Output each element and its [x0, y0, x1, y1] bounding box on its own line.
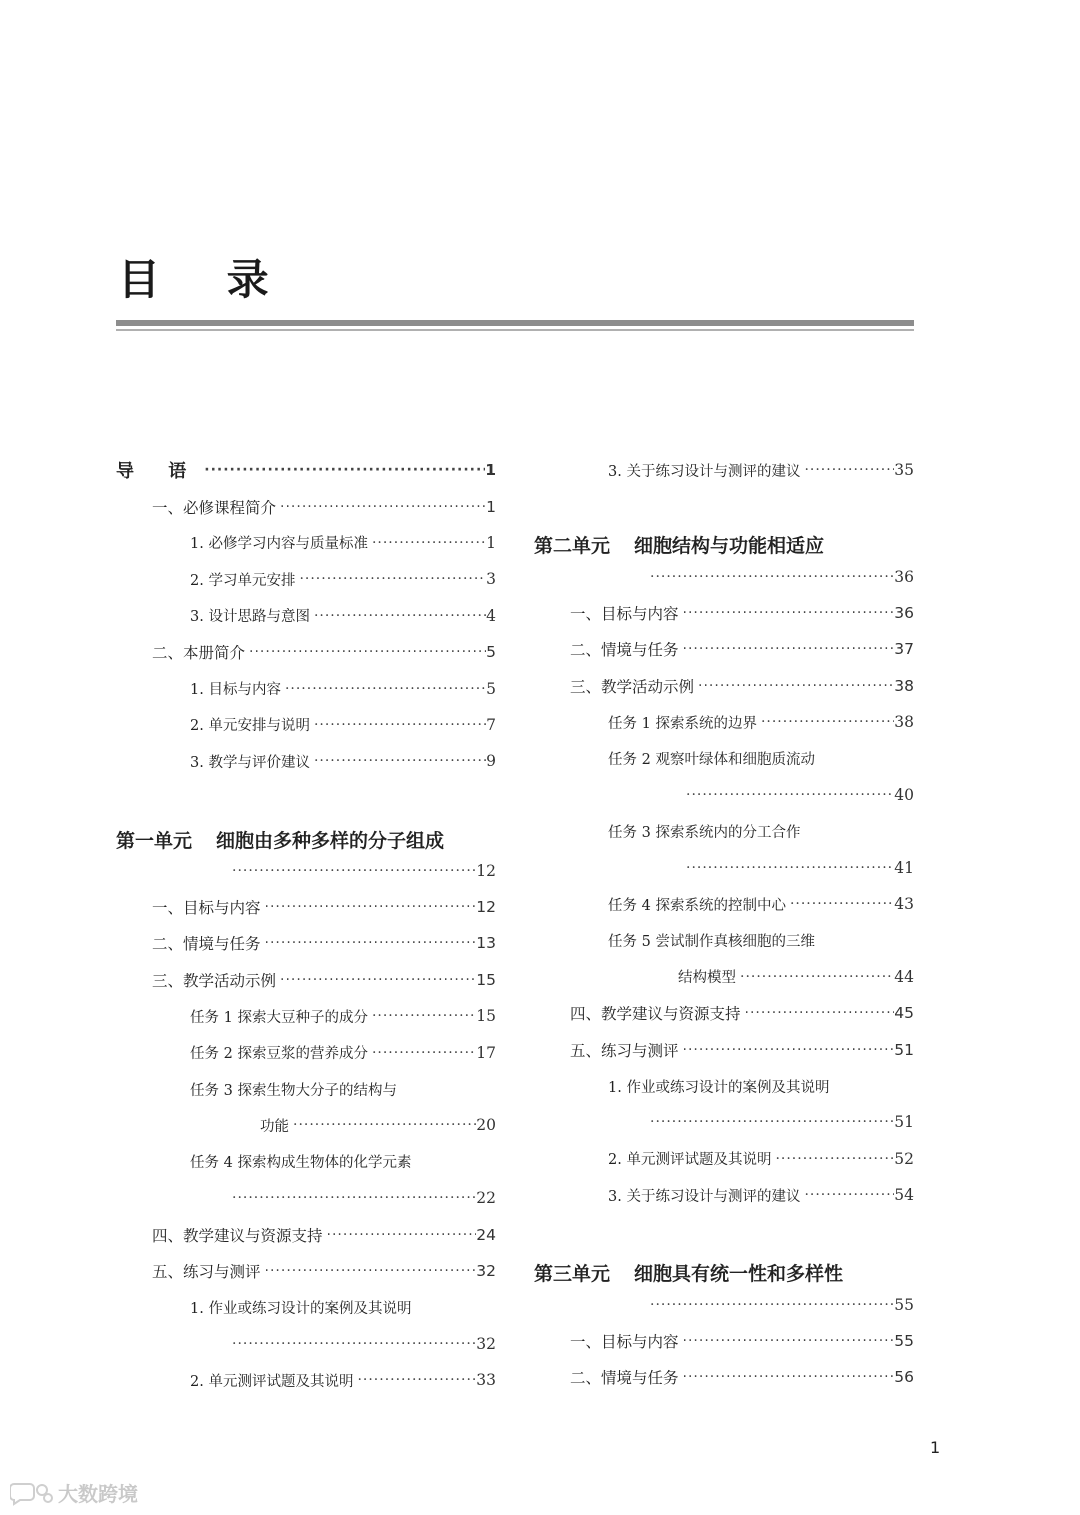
entry-label: 2. 单元测评试题及其说明	[190, 1373, 354, 1390]
entry-label: 任务 5 尝试制作真核细胞的三维	[608, 933, 815, 950]
entry-page: 41	[894, 858, 914, 877]
toc-entry[interactable]	[116, 525, 496, 561]
entry-page: 22	[476, 1189, 496, 1208]
entry-page: 36	[894, 567, 914, 586]
entry-page: 13	[476, 934, 496, 953]
entry-label: 一、必修课程简介	[152, 498, 277, 517]
entry-label: 任务 2 观察叶绿体和细胞质流动	[608, 752, 815, 769]
leader-dots	[679, 641, 895, 657]
toc-entry[interactable]	[534, 452, 914, 488]
entry-label: 任务 4 探索构成生物体的化学元素	[190, 1155, 412, 1172]
page-number: 1	[930, 1438, 941, 1457]
leader-dots	[310, 753, 486, 769]
toc-entry[interactable]	[534, 1031, 914, 1067]
toc-entry[interactable]	[534, 1359, 914, 1395]
entry-label: 任务 3 探索生物大分子的结构与	[190, 1082, 397, 1099]
leader-dots	[310, 717, 486, 733]
leader-dots	[228, 1336, 476, 1352]
toc-entry[interactable]	[116, 1289, 496, 1325]
entry-page: 12	[476, 861, 496, 880]
toc-entry-continuation[interactable]	[116, 1180, 496, 1216]
entry-page: 51	[894, 1113, 914, 1132]
entry-page: 32	[476, 1262, 496, 1280]
leader-dots	[646, 1114, 894, 1130]
entry-label: 任务 1 探索系统的边界	[608, 715, 757, 732]
unit-number: 第二单元	[534, 535, 611, 558]
entry-label: 功能	[260, 1118, 289, 1135]
entry-label: 二、情境与任务	[152, 935, 261, 954]
leader-dots	[736, 969, 894, 985]
entry-page: 55	[894, 1295, 914, 1314]
leader-dots	[228, 1190, 476, 1206]
entry-label: 3. 教学与评价建议	[190, 754, 310, 771]
entry-page: 37	[894, 640, 914, 659]
page-title: 目 录	[118, 255, 295, 304]
toc-entry[interactable]	[116, 1071, 496, 1107]
entry-page: 20	[476, 1116, 496, 1135]
toc-entry[interactable]	[116, 962, 496, 998]
entry-label: 五、练习与测评	[152, 1263, 261, 1281]
entry-page: 38	[894, 676, 914, 695]
entry-label: 任务 4 探索系统的控制中心	[608, 897, 786, 914]
entry-page: 5	[486, 643, 496, 662]
entry-label: 3. 关于练习设计与测评的建议	[608, 463, 801, 480]
toc-entry[interactable]	[116, 925, 496, 961]
toc-entry[interactable]	[116, 1253, 496, 1289]
toc-entry[interactable]	[116, 488, 496, 524]
leader-dots	[289, 1117, 476, 1133]
leader-dots	[741, 1005, 895, 1021]
entry-label: 1. 目标与内容	[190, 682, 281, 699]
leader-dots	[682, 860, 894, 876]
entry-page: 12	[476, 898, 496, 917]
entry-page: 40	[894, 785, 914, 804]
leader-dots	[281, 681, 486, 697]
leader-dots	[368, 535, 486, 551]
toc-left-column	[116, 452, 496, 1398]
entry-page: 24	[476, 1225, 496, 1244]
leader-dots	[646, 1297, 894, 1313]
toc-entry-continuation[interactable]	[534, 959, 914, 995]
leader-dots	[276, 972, 476, 988]
leader-dots	[679, 1333, 895, 1349]
entry-label: 三、教学活动示例	[570, 677, 695, 696]
leader-dots	[682, 787, 894, 803]
leader-dots	[353, 1372, 476, 1388]
toc-entry[interactable]	[534, 704, 914, 740]
toc-entry-continuation[interactable]	[534, 558, 914, 594]
leader-dots	[228, 863, 476, 879]
entry-page: 1	[486, 497, 496, 516]
toc-entry[interactable]	[116, 1034, 496, 1070]
entry-page: 44	[894, 967, 914, 986]
toc-entry-continuation[interactable]	[116, 1326, 496, 1362]
toc-entry[interactable]	[534, 922, 914, 958]
toc-entry[interactable]	[116, 1216, 496, 1252]
toc-entry[interactable]	[116, 598, 496, 634]
leader-dots	[261, 899, 477, 915]
leader-dots	[310, 608, 486, 624]
unit-title: 细胞结构与功能相适应	[634, 535, 825, 558]
toc-entry[interactable]	[116, 889, 496, 925]
leader-dots	[323, 1227, 477, 1243]
entry-page: 1	[485, 461, 496, 480]
entry-label: 2. 单元测评试题及其说明	[608, 1152, 772, 1169]
toc-entry[interactable]	[534, 631, 914, 667]
spacer	[534, 488, 914, 506]
entry-page: 55	[894, 1332, 914, 1350]
entry-page: 45	[894, 1004, 914, 1023]
entry-page: 51	[894, 1040, 914, 1059]
entry-label: 二、本册简介	[152, 644, 246, 663]
leader-dots	[679, 1042, 895, 1058]
leader-dots	[757, 714, 894, 730]
entry-page: 9	[486, 752, 496, 771]
toc-entry[interactable]	[534, 813, 914, 849]
entry-label: 2. 学习单元安排	[190, 572, 296, 589]
entry-page: 5	[486, 679, 496, 698]
entry-label: 三、教学活动示例	[152, 971, 277, 990]
entry-label: 3. 关于练习设计与测评的建议	[608, 1188, 801, 1205]
leader-dots	[679, 605, 895, 621]
entry-label: 3. 设计思路与意图	[190, 609, 310, 626]
entry-label: 导 语	[116, 461, 201, 483]
entry-page: 43	[894, 895, 914, 914]
toc-entry[interactable]	[116, 670, 496, 706]
watermark	[10, 1478, 138, 1507]
entry-label: 一、目标与内容	[570, 1333, 679, 1351]
toc-entry[interactable]	[534, 1323, 914, 1359]
leader-dots	[245, 644, 486, 660]
toc-unit-heading[interactable]	[116, 801, 496, 853]
toc-right-column	[534, 452, 914, 1396]
title-rule-thin	[116, 329, 914, 331]
toc-entry[interactable]	[534, 995, 914, 1031]
entry-label: 五、练习与测评	[570, 1041, 679, 1060]
entry-page: 52	[894, 1149, 914, 1168]
toc-entry[interactable]	[116, 1362, 496, 1398]
entry-label: 2. 单元安排与说明	[190, 718, 310, 735]
leader-dots	[771, 1151, 894, 1167]
unit-number: 第一单元	[116, 829, 193, 852]
toc-unit-heading[interactable]	[534, 506, 914, 558]
leader-dots	[679, 1369, 895, 1385]
unit-title: 细胞由多种多样的分子组成	[216, 829, 445, 852]
entry-page: 35	[894, 461, 914, 480]
entry-label: 二、情境与任务	[570, 1369, 679, 1388]
entry-page: 3	[486, 570, 496, 589]
entry-page: 17	[476, 1043, 496, 1062]
toc-entry[interactable]	[534, 886, 914, 922]
leader-dots	[276, 499, 486, 515]
entry-label: 一、目标与内容	[570, 604, 679, 623]
entry-label: 四、教学建议与资源支持	[152, 1226, 323, 1245]
toc-entry[interactable]	[534, 1068, 914, 1104]
toc-entry[interactable]	[116, 1144, 496, 1180]
unit-number: 第三单元	[534, 1263, 611, 1286]
entry-label: 二、情境与任务	[570, 641, 679, 660]
entry-page: 36	[894, 603, 914, 622]
toc-entry[interactable]	[534, 668, 914, 704]
entry-label: 1. 作业或练习设计的案例及其说明	[608, 1079, 830, 1096]
leader-dots	[261, 1263, 477, 1279]
toc-entry-continuation[interactable]	[534, 1104, 914, 1140]
toc-entry[interactable]	[116, 743, 496, 779]
entry-page: 56	[894, 1368, 914, 1387]
entry-label: 任务 1 探索大豆种子的成分	[190, 1009, 368, 1026]
entry-page: 32	[476, 1334, 496, 1353]
leader-dots	[368, 1045, 476, 1061]
entry-page: 15	[476, 970, 496, 989]
entry-label: 任务 3 探索系统内的分工合作	[608, 824, 801, 841]
watermark-text: 大数跨境	[58, 1482, 138, 1506]
entry-page: 7	[486, 715, 496, 734]
spacer	[116, 780, 496, 801]
leader-dots	[368, 1008, 476, 1024]
entry-label: 任务 2 探索豆浆的营养成分	[190, 1046, 368, 1063]
toc-entry[interactable]	[534, 595, 914, 631]
leader-dots	[800, 462, 894, 478]
entry-page: 38	[894, 713, 914, 732]
leader-dots	[200, 462, 485, 478]
leader-dots	[646, 569, 894, 585]
entry-page: 33	[476, 1371, 496, 1390]
entry-label: 一、目标与内容	[152, 899, 261, 918]
entry-page: 1	[486, 533, 496, 552]
toc-entry[interactable]	[116, 634, 496, 670]
leader-dots	[295, 571, 486, 587]
entry-page: 4	[486, 606, 496, 625]
toc-entry-continuation[interactable]	[116, 1107, 496, 1143]
entry-label: 1. 作业或练习设计的案例及其说明	[190, 1300, 412, 1317]
toc-unit-heading[interactable]	[534, 1234, 914, 1286]
toc-entry[interactable]	[116, 561, 496, 597]
toc-entry[interactable]	[116, 998, 496, 1034]
toc-entry[interactable]	[534, 740, 914, 776]
leader-dots	[694, 678, 894, 694]
toc-entry-continuation[interactable]	[534, 777, 914, 813]
entry-page: 15	[476, 1007, 496, 1026]
unit-title: 细胞具有统一性和多样性	[634, 1263, 844, 1286]
toc-entry-continuation[interactable]	[116, 853, 496, 889]
toc-entry-continuation[interactable]	[534, 850, 914, 886]
title-rule-thick	[116, 320, 914, 326]
chat-bubble-logo-icon	[10, 1480, 54, 1506]
leader-dots	[261, 935, 477, 951]
toc-entry[interactable]	[534, 1141, 914, 1177]
toc-entry-intro[interactable]	[116, 452, 496, 488]
entry-page: 54	[894, 1186, 914, 1205]
spacer	[534, 1213, 914, 1234]
toc-entry[interactable]	[116, 707, 496, 743]
entry-label: 结构模型	[678, 970, 736, 987]
toc-entry[interactable]	[534, 1177, 914, 1213]
entry-label: 1. 必修学习内容与质量标准	[190, 536, 368, 553]
toc-entry-continuation[interactable]	[534, 1286, 914, 1322]
leader-dots	[800, 1187, 894, 1203]
entry-label: 四、教学建议与资源支持	[570, 1005, 741, 1024]
leader-dots	[786, 896, 894, 912]
